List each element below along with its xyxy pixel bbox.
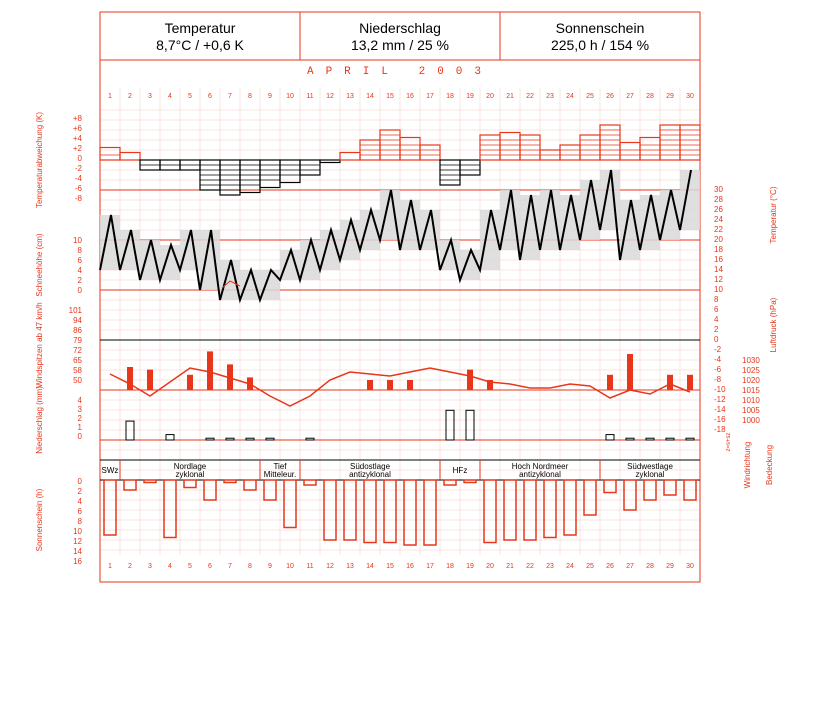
- sun-tick: 16: [73, 557, 82, 566]
- day-label-bottom: 24: [566, 563, 574, 570]
- day-label-top: 24: [566, 93, 574, 100]
- temperature-value: 8,7°C / +0,6 K: [156, 37, 244, 53]
- sunshine-bar: [384, 480, 396, 543]
- situation-label: antizyklonal: [519, 470, 561, 479]
- day-label-top: 27: [626, 93, 634, 100]
- pressure-tick: 1005: [742, 406, 760, 415]
- situation-label: zyklonal: [635, 470, 665, 479]
- snow-tick: 6: [77, 256, 82, 265]
- precip-bar: [206, 438, 214, 440]
- sunshine-bar: [564, 480, 576, 535]
- day-label-top: 17: [426, 93, 434, 100]
- precip-tick: 4: [77, 396, 82, 405]
- precip-tick: 3: [77, 405, 82, 414]
- sunshine-bar: [184, 480, 196, 488]
- wind-tick: 79: [73, 336, 82, 345]
- temp-dev-bar: [340, 153, 360, 161]
- temp-dev-bar: [400, 138, 420, 161]
- day-label-top: 29: [666, 93, 674, 100]
- snow-tick: 8: [77, 246, 82, 255]
- temp-dev-bar: [520, 135, 540, 160]
- axis-title-pressure: Luftdruck (hPa): [769, 297, 778, 353]
- temp-tick: -12: [714, 395, 726, 404]
- temp-dev-bar: [280, 160, 300, 183]
- wind-gust-bar: [147, 370, 153, 390]
- sunshine-value: 225,0 h / 154 %: [550, 37, 650, 53]
- temp-dev-tick: -8: [74, 194, 82, 203]
- sun-tick: 6: [77, 507, 82, 516]
- temp-dev-bar: [480, 135, 500, 160]
- sunshine-bar: [624, 480, 636, 510]
- day-label-top: 25: [586, 93, 594, 100]
- day-label-bottom: 20: [486, 563, 494, 570]
- temp-dev-bar: [460, 160, 480, 175]
- day-label-top: 7: [228, 93, 232, 100]
- situation-label: Mitteleur.: [263, 470, 297, 479]
- temp-dev-tick: +2: [72, 144, 82, 153]
- day-label-top: 8: [248, 93, 252, 100]
- wind-gust-bar: [467, 370, 473, 390]
- precip-bar: [246, 438, 254, 440]
- day-label-bottom: 6: [208, 563, 212, 570]
- sunshine-bar: [104, 480, 116, 535]
- day-label-bottom: 25: [586, 563, 594, 570]
- precip-tick: 0: [77, 432, 82, 441]
- sunshine-bar: [244, 480, 256, 490]
- wind-gust-bar: [687, 375, 693, 390]
- temp-dev-tick: -2: [74, 164, 82, 173]
- sunshine-bar: [124, 480, 136, 490]
- precip-tick: 1: [77, 423, 82, 432]
- pressure-tick: 1000: [742, 416, 760, 425]
- temp-dev-tick: +4: [72, 134, 82, 143]
- wind-gust-bar: [627, 354, 633, 390]
- axis-title-cloud: Bedeckung: [765, 444, 774, 486]
- day-label-top: 3: [148, 93, 152, 100]
- day-label-top: 22: [526, 93, 534, 100]
- day-label-top: 28: [646, 93, 654, 100]
- temp-dev-bar: [620, 143, 640, 161]
- sunshine-bar: [284, 480, 296, 528]
- temp-tick: -16: [714, 415, 726, 424]
- situation-label: Nordlage: [173, 462, 207, 471]
- day-label-bottom: 3: [148, 563, 152, 570]
- axis-title-precip: Niederschlag (mm): [35, 386, 44, 454]
- day-label-top: 15: [386, 93, 394, 100]
- temp-tick: 12: [714, 275, 723, 284]
- day-label-top: 21: [506, 93, 514, 100]
- temp-tick: 0: [714, 335, 719, 344]
- day-label-top: 2: [128, 93, 132, 100]
- day-label-bottom: 17: [426, 563, 434, 570]
- day-label-bottom: 29: [666, 563, 674, 570]
- sun-tick: 10: [73, 527, 82, 536]
- precip-bar: [626, 438, 634, 440]
- precip-bar: [166, 435, 174, 440]
- temp-tick: 16: [714, 255, 723, 264]
- precip-bar: [306, 438, 314, 440]
- snow-tick: 0: [77, 286, 82, 295]
- temp-tick: -18: [714, 425, 726, 434]
- day-label-bottom: 12: [326, 563, 334, 570]
- temp-tick: 4: [714, 315, 719, 324]
- day-label-top: 26: [606, 93, 614, 100]
- temp-tick: 10: [714, 285, 723, 294]
- temp-tick: 26: [714, 205, 723, 214]
- day-label-top: 9: [268, 93, 272, 100]
- day-label-bottom: 15: [386, 563, 394, 570]
- temp-tick: 6: [714, 305, 719, 314]
- day-label-bottom: 4: [168, 563, 172, 570]
- precip-bar: [226, 438, 234, 440]
- axis-title-wind: Windspitzen ab 47 km/h: [35, 302, 44, 388]
- precip-bar: [266, 438, 274, 440]
- situation-label: Südostlage: [349, 462, 391, 471]
- temp-tick: 22: [714, 225, 723, 234]
- temp-dev-bar: [420, 145, 440, 160]
- day-label-bottom: 27: [626, 563, 634, 570]
- wind-tick: 72: [73, 346, 82, 355]
- axis-title-snow: Schneehöhe (cm): [35, 233, 44, 297]
- sunshine-bar: [664, 480, 676, 495]
- sun-tick: 0: [77, 477, 82, 486]
- wind-gust-bar: [607, 375, 613, 390]
- axis-title-temp: Temperatur (°C): [769, 186, 778, 244]
- wind-gust-bar: [667, 375, 673, 390]
- sunshine-title: Sonnenschein: [555, 20, 645, 36]
- day-label-bottom: 11: [306, 563, 314, 570]
- temp-tick: -14: [714, 405, 726, 414]
- temp-dev-bar: [120, 153, 140, 161]
- day-label-bottom: 13: [346, 563, 354, 570]
- day-label-top: 6: [208, 93, 212, 100]
- wind-dir-ticks: z=s+sz: [726, 432, 732, 452]
- situation-label: Südwestlage: [627, 462, 673, 471]
- temp-dev-bar: [300, 160, 320, 175]
- temp-dev-bar: [320, 160, 340, 163]
- precip-bar: [126, 421, 134, 440]
- day-label-bottom: 28: [646, 563, 654, 570]
- month-title: APRIL 2003: [306, 66, 493, 78]
- precip-bar: [666, 438, 674, 440]
- temp-tick: 14: [714, 265, 723, 274]
- precip-tick: 2: [77, 414, 82, 423]
- sunshine-bar: [484, 480, 496, 543]
- temp-dev-bar: [440, 160, 460, 185]
- day-label-bottom: 7: [228, 563, 232, 570]
- temp-dev-tick: 0: [77, 154, 82, 163]
- temp-tick: -4: [714, 355, 722, 364]
- pressure-tick: 1030: [742, 356, 760, 365]
- snow-tick: 10: [73, 236, 82, 245]
- precip-bar: [686, 438, 694, 440]
- temp-dev-bar: [560, 145, 580, 160]
- pressure-tick: 1025: [742, 366, 760, 375]
- pressure-tick: 1020: [742, 376, 760, 385]
- situation-label: SWz: [101, 466, 119, 475]
- day-label-top: 30: [686, 93, 694, 100]
- day-label-top: 14: [366, 93, 374, 100]
- day-label-bottom: 10: [286, 563, 294, 570]
- day-label-top: 5: [188, 93, 192, 100]
- wind-gust-bar: [407, 380, 413, 390]
- temperature-title: Temperatur: [164, 20, 236, 36]
- temp-tick: 24: [714, 215, 723, 224]
- day-label-bottom: 21: [506, 563, 514, 570]
- day-label-bottom: 5: [188, 563, 192, 570]
- wind-tick: 101: [68, 306, 82, 315]
- precip-bar: [646, 438, 654, 440]
- day-label-top: 12: [326, 93, 334, 100]
- temp-tick: -6: [714, 365, 722, 374]
- temp-tick: 20: [714, 235, 723, 244]
- temp-tick: 28: [714, 195, 723, 204]
- temp-tick: 18: [714, 245, 723, 254]
- precip-bar: [446, 410, 454, 440]
- wind-gust-bar: [367, 380, 373, 390]
- day-label-bottom: 23: [546, 563, 554, 570]
- temp-dev-tick: +6: [72, 124, 82, 133]
- axis-title-wind-dir: Windrichtung: [743, 441, 752, 489]
- snow-tick: 4: [77, 266, 82, 275]
- sunshine-bar: [224, 480, 236, 483]
- day-label-bottom: 26: [606, 563, 614, 570]
- sun-tick: 14: [73, 547, 82, 556]
- precip-bar: [606, 435, 614, 440]
- wind-tick: 58: [73, 366, 82, 375]
- pressure-tick: 1015: [742, 386, 760, 395]
- day-label-top: 11: [306, 93, 314, 100]
- day-label-bottom: 16: [406, 563, 414, 570]
- day-label-bottom: 9: [268, 563, 272, 570]
- sunshine-bar: [604, 480, 616, 493]
- day-label-top: 16: [406, 93, 414, 100]
- temp-tick: 8: [714, 295, 719, 304]
- temp-dev-tick: +8: [72, 114, 82, 123]
- day-label-bottom: 30: [686, 563, 694, 570]
- wind-gust-bar: [207, 351, 213, 390]
- sunshine-bar: [364, 480, 376, 543]
- day-label-top: 20: [486, 93, 494, 100]
- sun-tick: 2: [77, 487, 82, 496]
- wind-gust-bar: [387, 380, 393, 390]
- sun-tick: 12: [73, 537, 82, 546]
- day-label-bottom: 22: [526, 563, 534, 570]
- day-label-top: 4: [168, 93, 172, 100]
- axis-title-temp-dev: Temperaturabweichung (K): [35, 111, 44, 209]
- temp-dev-tick: -4: [74, 174, 82, 183]
- temp-tick: 2: [714, 325, 719, 334]
- sunshine-bar: [144, 480, 156, 483]
- temp-dev-bar: [580, 135, 600, 160]
- temp-dev-bar: [260, 160, 280, 188]
- wind-gust-bar: [127, 367, 133, 390]
- temp-tick: -2: [714, 345, 722, 354]
- situation-label: Hoch Nordmeer: [511, 462, 569, 471]
- situation-label: Tief: [273, 462, 287, 471]
- day-label-top: 19: [466, 93, 474, 100]
- precipitation-value: 13,2 mm / 25 %: [350, 37, 450, 53]
- temp-dev-tick: -6: [74, 184, 82, 193]
- day-label-top: 10: [286, 93, 294, 100]
- sun-tick: 4: [77, 497, 82, 506]
- situation-label: zyklonal: [175, 470, 205, 479]
- day-label-bottom: 2: [128, 563, 132, 570]
- day-label-bottom: 19: [466, 563, 474, 570]
- sunshine-bar: [464, 480, 476, 483]
- sunshine-bar: [444, 480, 456, 485]
- wind-tick: 65: [73, 356, 82, 365]
- wind-gust-bar: [187, 375, 193, 390]
- situation-label: antizyklonal: [349, 470, 391, 479]
- wind-tick: 86: [73, 326, 82, 335]
- precipitation-title: Niederschlag: [359, 20, 441, 36]
- day-label-top: 1: [108, 93, 112, 100]
- axis-title-sun: Sonnenschein (h): [35, 488, 44, 552]
- day-label-top: 13: [346, 93, 354, 100]
- sun-tick: 8: [77, 517, 82, 526]
- day-label-top: 18: [446, 93, 454, 100]
- precip-bar: [466, 410, 474, 440]
- day-label-bottom: 1: [108, 563, 112, 570]
- temp-dev-bar: [100, 148, 120, 161]
- sunshine-bar: [304, 480, 316, 485]
- wind-tick: 50: [73, 376, 82, 385]
- temp-dev-bar: [500, 133, 520, 161]
- temp-tick: -10: [714, 385, 726, 394]
- wind-tick: 94: [73, 316, 82, 325]
- temp-tick: 30: [714, 185, 723, 194]
- snow-tick: 2: [77, 276, 82, 285]
- day-label-bottom: 8: [248, 563, 252, 570]
- day-label-top: 23: [546, 93, 554, 100]
- situation-label: HFz: [452, 466, 468, 475]
- temp-dev-bar: [640, 138, 660, 161]
- pressure-tick: 1010: [742, 396, 760, 405]
- sunshine-bar: [164, 480, 176, 538]
- temp-tick: -8: [714, 375, 722, 384]
- day-label-bottom: 18: [446, 563, 454, 570]
- day-label-bottom: 14: [366, 563, 374, 570]
- sunshine-bar: [544, 480, 556, 538]
